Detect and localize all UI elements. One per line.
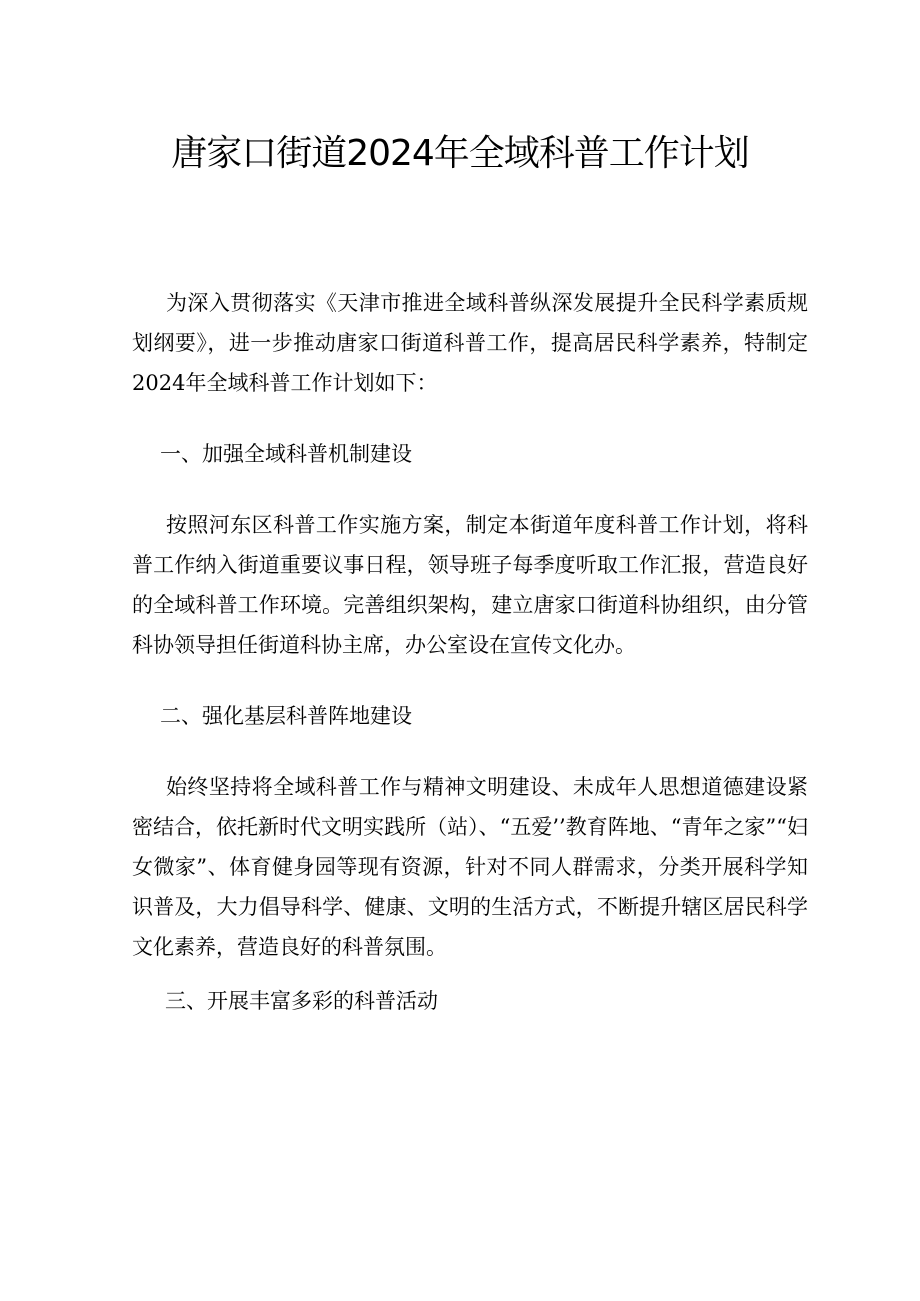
spacer [132,665,808,696]
section-1-heading: 一、加强全域科普机制建设 [160,442,412,466]
section-1-paragraph: 按照河东区科普工作实施方案，制定本街道年度科普工作计划，将科普工作纳入街道重要议事日程，领导班子每季度听取工作汇报，营造良好的全域科普工作环境。完善组织架构，建立唐家口街道科协组织，由分管科协领导担任街道科协主席，办公室设在宣传文化办。 [132,513,808,657]
spacer [132,736,808,767]
section-2-paragraph: 始终坚持将全域科普工作与精神文明建设、未成年人思想道德建设紧密结合，依托新时代文明实践所（站）、“五爱’’教育阵地、“青年之家”“妇女微家”、体育健身园等现有资源，针对不同人群需求，分类开展科学知识普及，大力倡导科学、健康、文明的生活方式，不断提升辖区居民科学文化素养，营造良好的科普氛围。 [132,775,808,959]
section-2-heading: 二、强化基层科普阵地建设 [160,704,412,728]
spacer [132,403,808,434]
spacer [132,474,808,505]
intro-paragraph: 为深入贯彻落实《天津市推进全域科普纵深发展提升全民科学素质规划纲要》，进一步推动唐家口街道科普工作，提高居民科学素养，特制定2024年全域科普工作计划如下： [132,291,808,395]
spacer [132,967,808,981]
document-title: 唐家口街道2024年全域科普工作计划 [171,133,749,174]
document-body [132,283,808,1021]
section-3-heading: 三、开展丰富多彩的科普活动 [165,989,438,1013]
